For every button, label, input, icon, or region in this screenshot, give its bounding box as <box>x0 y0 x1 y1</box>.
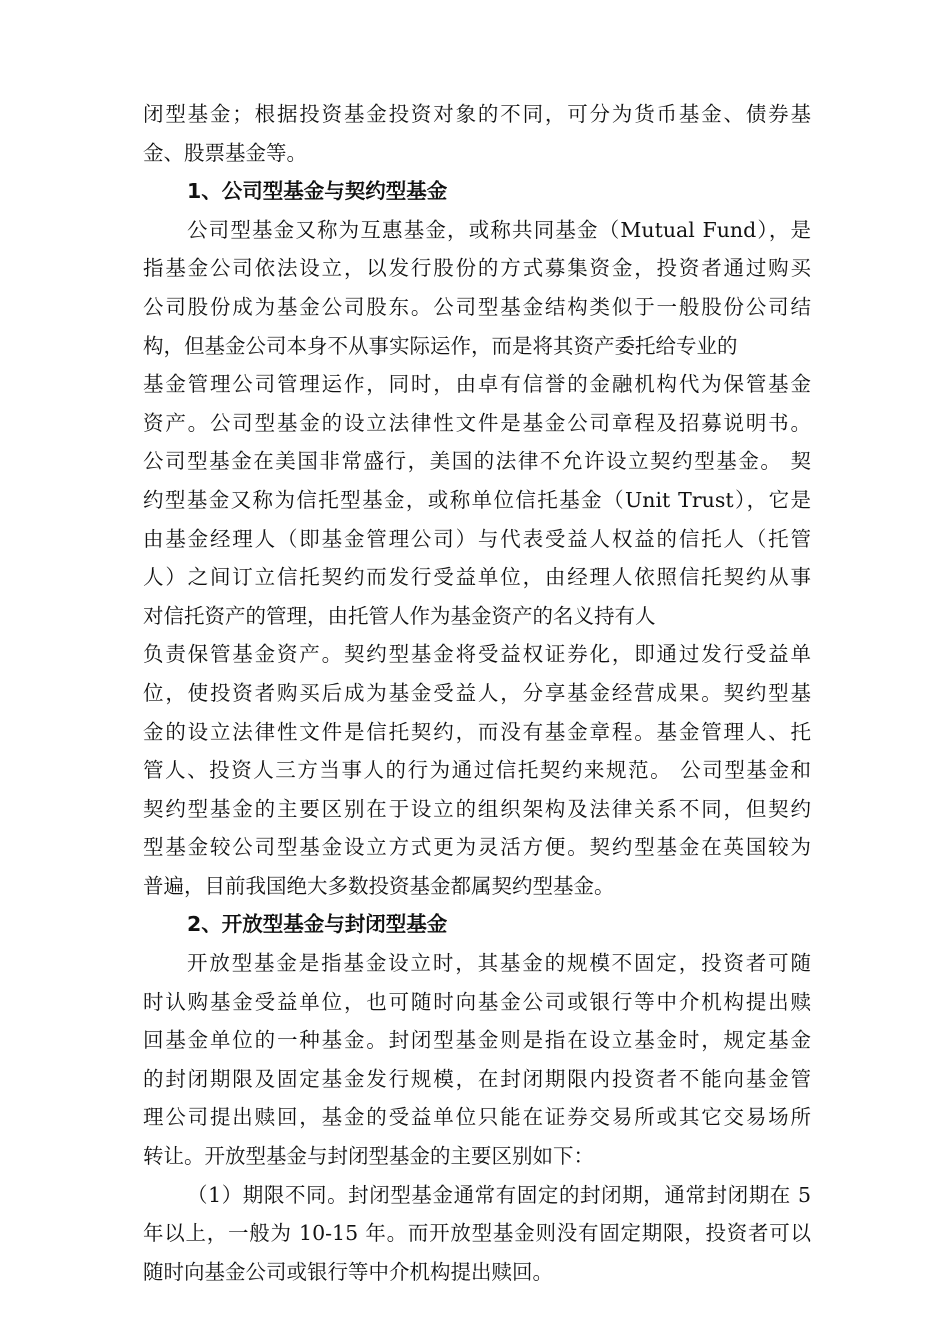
paragraph-line: 契约型基金的主要区别在于设立的组织架构及法律关系不同，但契约 <box>143 796 811 821</box>
paragraph-line: 基金管理公司管理运作，同时，由卓有信誉的金融机构代为保管基金 <box>143 372 811 397</box>
paragraph-line: 位，使投资者购买后成为基金受益人，分享基金经营成果。契约型基 <box>143 680 811 705</box>
paragraph-line: 对信托资产的管理，由托管人作为基金资产的名义持有人 <box>143 603 656 628</box>
paragraph-line: 金的设立法律性文件是信托契约，而没有基金章程。基金管理人、托 <box>143 719 811 744</box>
paragraph-line: 构，但基金公司本身不从事实际运作，而是将其资产委托给专业的 <box>143 333 738 358</box>
paragraph-line: 资产。公司型基金的设立法律性文件是基金公司章程及招募说明书。 <box>143 410 811 435</box>
paragraph-line: 闭型基金；根据投资基金投资对象的不同，可分为货币基金、债券基 <box>143 102 811 126</box>
section-heading: 2、开放型基金与封闭型基金 <box>187 912 448 937</box>
paragraph-line: 指基金公司依法设立，以发行股份的方式募集资金，投资者通过购买 <box>143 256 811 281</box>
paragraph-line: 的封闭期限及固定基金发行规模，在封闭期限内投资者不能向基金管 <box>143 1066 811 1091</box>
paragraph-line: 管人、投资人三方当事人的行为通过信托契约来规范。 公司型基金和 <box>143 758 811 783</box>
paragraph-line: 回基金单位的一种基金。封闭型基金则是指在设立基金时，规定基金 <box>143 1028 811 1053</box>
paragraph-line: 开放型基金是指基金设立时，其基金的规模不固定，投资者可随 <box>187 951 811 976</box>
paragraph-line: 负责保管基金资产。契约型基金将受益权证券化，即通过发行受益单 <box>143 642 811 667</box>
paragraph-line: 金、股票基金等。 <box>143 140 307 165</box>
document-page <box>143 95 811 1291</box>
section-heading: 1、公司型基金与契约型基金 <box>187 179 448 204</box>
paragraph-line: 随时向基金公司或银行等中介机构提出赎回。 <box>143 1259 553 1284</box>
paragraph-line: 公司股份成为基金公司股东。公司型基金结构类似于一般股份公司结 <box>143 294 811 319</box>
paragraph-line: 普遍，目前我国绝大多数投资基金都属契约型基金。 <box>143 873 615 898</box>
paragraph-line: 公司型基金在美国非常盛行，美国的法律不允许设立契约型基金。 契 <box>143 449 811 474</box>
paragraph-line: 年以上，一般为 10-15 年。而开放型基金则没有固定期限，投资者可以 <box>143 1221 811 1246</box>
paragraph-line: 公司型基金又称为互惠基金，或称共同基金（Mutual Fund），是 <box>187 217 811 242</box>
paragraph-line: （1）期限不同。封闭型基金通常有固定的封闭期，通常封闭期在 5 <box>187 1182 811 1207</box>
paragraph-line: 转让。开放型基金与封闭型基金的主要区别如下： <box>143 1144 594 1169</box>
paragraph-line: 型基金较公司型基金设立方式更为灵活方便。契约型基金在英国较为 <box>143 835 811 860</box>
paragraph-line: 理公司提出赎回，基金的受益单位只能在证券交易所或其它交易场所 <box>143 1105 811 1130</box>
paragraph-line: 约型基金又称为信托型基金，或称单位信托基金（Unit Trust），它是 <box>143 487 811 512</box>
paragraph-line: 由基金经理人（即基金管理公司）与代表受益人权益的信托人（托管 <box>143 526 811 551</box>
paragraph-line: 时认购基金受益单位，也可随时向基金公司或银行等中介机构提出赎 <box>143 989 811 1014</box>
paragraph-line: 人）之间订立信托契约而发行受益单位，由经理人依照信托契约从事 <box>143 565 811 590</box>
